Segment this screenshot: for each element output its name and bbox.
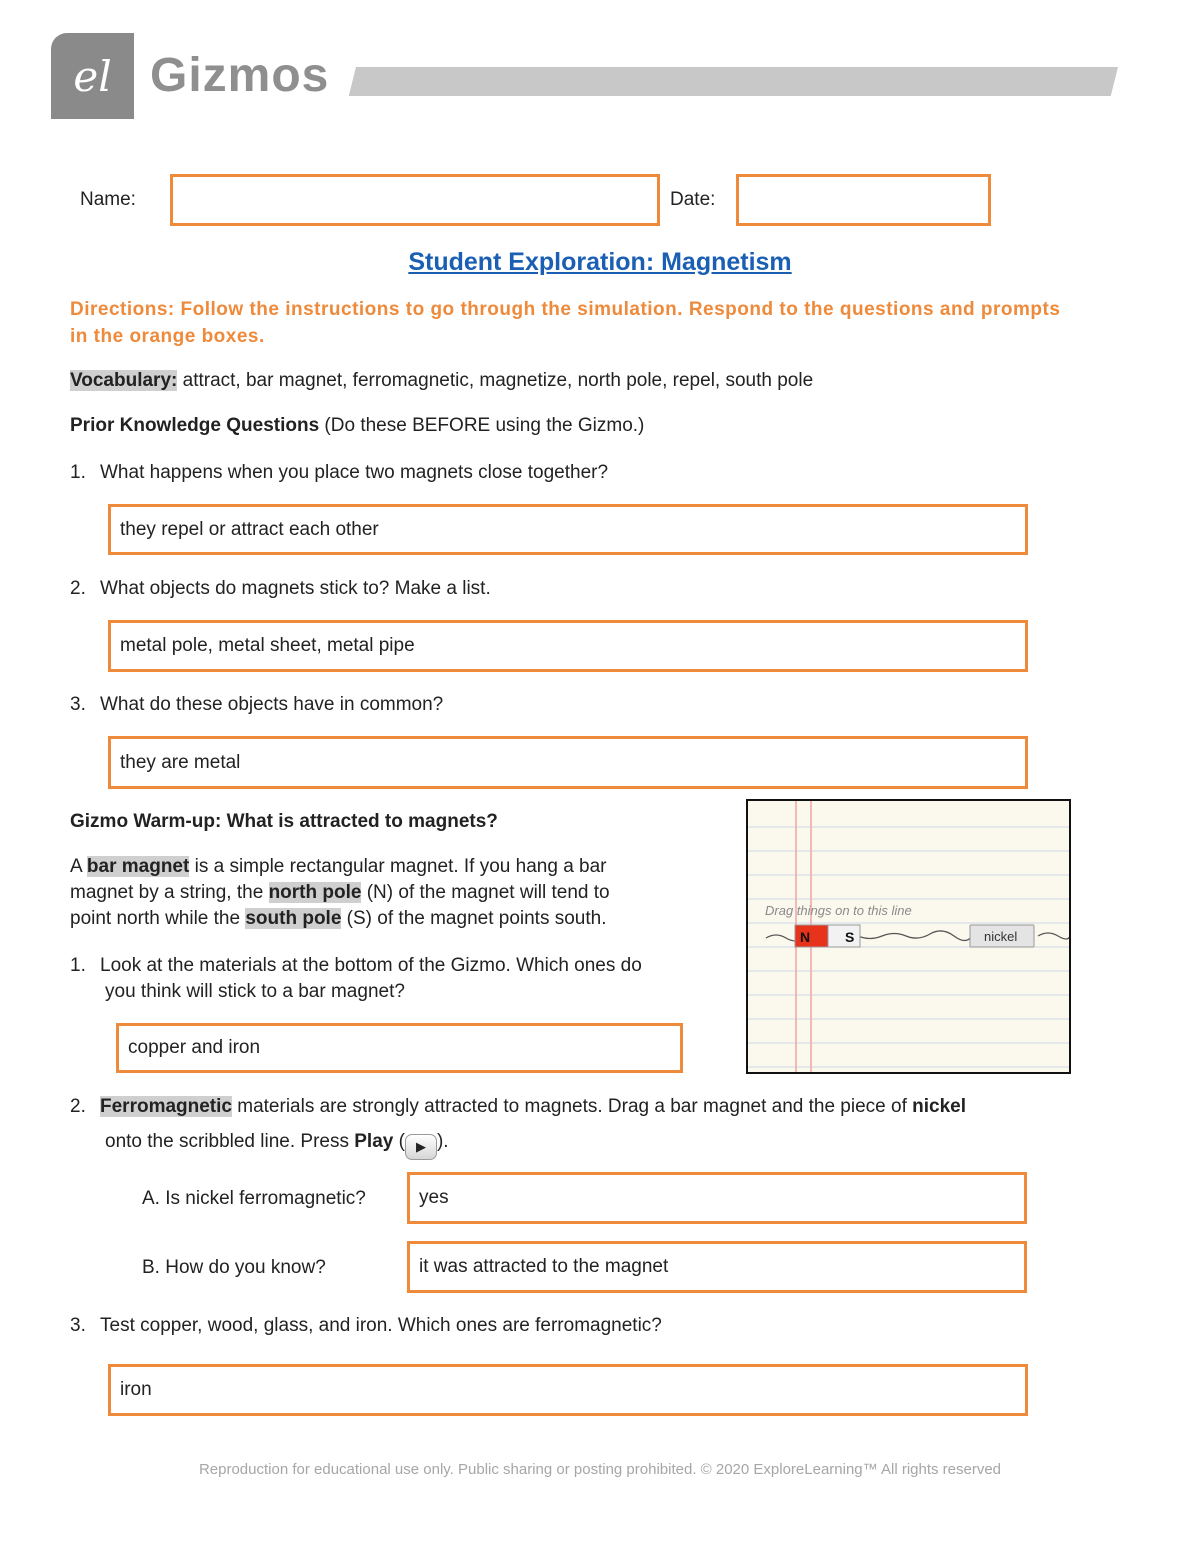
term-north-pole: north pole bbox=[268, 882, 362, 903]
header-bar bbox=[349, 67, 1118, 96]
warmup-paragraph-line-3: point north while the south pole (S) of the magnet points south. bbox=[70, 908, 607, 929]
drag-hint: Drag things on to this line bbox=[765, 903, 912, 918]
warmup-paragraph-line-1: A bar magnet is a simple rectangular magnet. If you hang a bar bbox=[70, 856, 607, 877]
answer-box-2a[interactable]: yes bbox=[407, 1172, 1027, 1224]
term-south-pole: south pole bbox=[245, 908, 342, 929]
date-label: Date: bbox=[670, 189, 716, 210]
south-label: S bbox=[845, 929, 855, 945]
warmup-question-3: 3. Test copper, wood, glass, and iron. Which ones are ferromagnetic? bbox=[70, 1315, 662, 1336]
answer-box-prior-3[interactable]: they are metal bbox=[108, 736, 1028, 789]
name-field[interactable] bbox=[170, 174, 660, 226]
explorelearning-logo bbox=[51, 33, 134, 119]
answer-box-2b[interactable]: it was attracted to the magnet bbox=[407, 1241, 1027, 1293]
question-2b-label: B. How do you know? bbox=[142, 1257, 326, 1278]
vocabulary bbox=[70, 368, 813, 394]
nickel-label: nickel bbox=[984, 929, 1018, 944]
question-2a-label: A. Is nickel ferromagnetic? bbox=[142, 1188, 366, 1209]
vocabulary-label: Vocabulary: bbox=[70, 370, 178, 391]
play-button-icon: ▶ bbox=[405, 1134, 437, 1160]
gizmo-screenshot bbox=[746, 799, 1071, 1074]
north-label: N bbox=[800, 929, 811, 945]
date-field[interactable] bbox=[736, 174, 991, 226]
prior-question-2: 2. What objects do magnets stick to? Make a list. bbox=[70, 578, 491, 599]
directions: Directions: Follow the instructions to go through the simulation. Respond to the questions and prompts in the orange boxes. bbox=[70, 299, 1061, 347]
answer-box-warmup-1[interactable]: copper and iron bbox=[116, 1023, 683, 1073]
prior-question-3: 3. What do these objects have in common? bbox=[70, 694, 444, 715]
warmup-paragraph-line-2: magnet by a string, the north pole (N) of the magnet will tend to bbox=[70, 882, 610, 903]
warmup-question-1-line-2: you think will stick to a bar magnet? bbox=[105, 981, 405, 1002]
gizmos-brand: Gizmos bbox=[150, 49, 330, 102]
term-bar-magnet: bar magnet bbox=[86, 856, 190, 877]
page-title: Student Exploration: Magnetism bbox=[408, 248, 792, 276]
gizmo-illustration bbox=[748, 801, 1069, 1072]
prior-knowledge-heading: Prior Knowledge Questions (Do these BEFORE using the Gizmo.) bbox=[70, 415, 645, 436]
term-ferromagnetic: Ferromagnetic bbox=[100, 1096, 232, 1117]
footer-copyright: Reproduction for educational use only. Public sharing or posting prohibited. © 2020 ExploreLearning™ All rights reserved bbox=[198, 1461, 1002, 1478]
vocabulary-terms: attract, bar magnet, ferromagnetic, magnetize, north pole, repel, south pole bbox=[177, 370, 814, 391]
warmup-heading: Gizmo Warm-up: What is attracted to magnets? bbox=[70, 811, 498, 832]
answer-box-prior-2[interactable]: metal pole, metal sheet, metal pipe bbox=[108, 620, 1028, 672]
answer-box-prior-1[interactable]: they repel or attract each other bbox=[108, 504, 1028, 555]
warmup-question-2-line-2: onto the scribbled line. Press Play ( ▶ ). bbox=[105, 1129, 449, 1160]
warmup-question-1-line-1: 1. Look at the materials at the bottom of the Gizmo. Which ones do bbox=[70, 955, 642, 976]
magnet-south-half[interactable] bbox=[828, 925, 860, 947]
answer-box-warmup-3[interactable]: iron bbox=[108, 1364, 1028, 1416]
logo-mark: el bbox=[73, 51, 112, 101]
name-label: Name: bbox=[80, 189, 136, 210]
prior-question-1: 1. What happens when you place two magnets close together? bbox=[70, 462, 609, 483]
warmup-question-2-line-1: 2. Ferromagnetic materials are strongly attracted to magnets. Drag a bar magnet and the piece of nickel bbox=[70, 1096, 966, 1117]
